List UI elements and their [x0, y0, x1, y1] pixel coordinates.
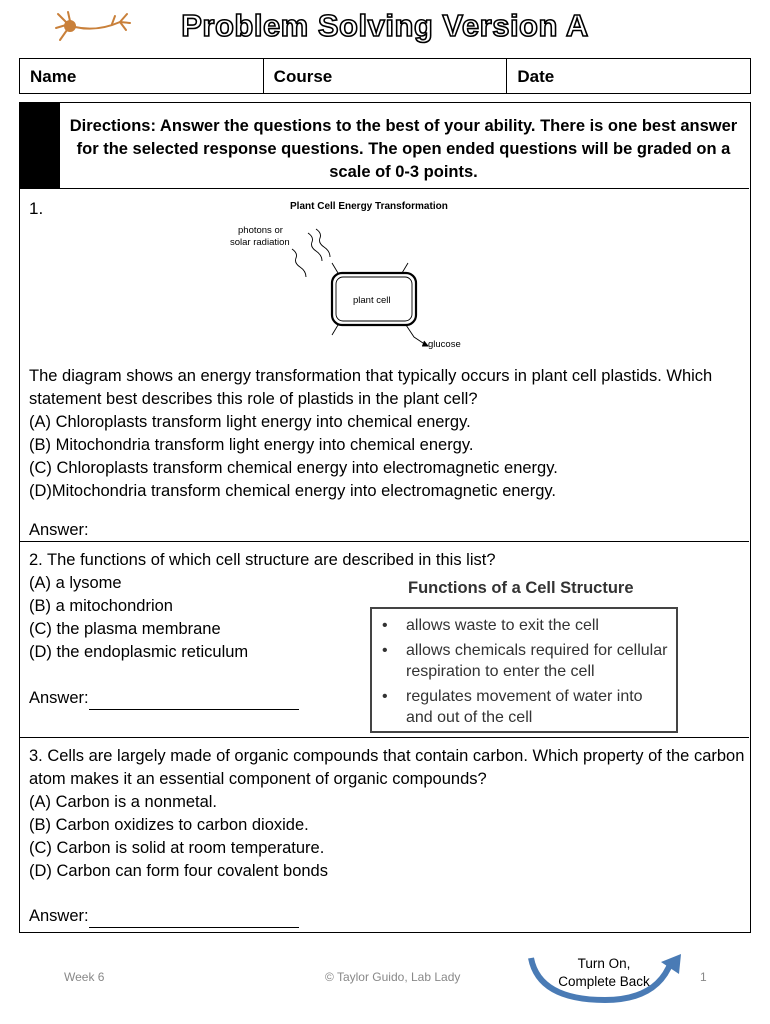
turn-over-note: [556, 955, 652, 991]
answer-blank[interactable]: [89, 691, 299, 710]
option-a: (A) Chloroplasts transform light energy into chemical energy.: [29, 413, 471, 431]
directions-bar: [20, 103, 60, 188]
answer-line[interactable]: [29, 905, 299, 928]
function-item: • regulates movement of water into and out of the cell: [382, 688, 643, 726]
option-d: (D) Carbon can form four covalent bonds: [29, 862, 328, 880]
question-2: [20, 543, 749, 738]
question-1: [20, 189, 749, 542]
question-stem-line2: statement best describes this role of plastids in the plant cell?: [29, 390, 478, 408]
question-frame: [19, 102, 751, 933]
option-d: (D) the endoplasmic reticulum: [29, 643, 249, 661]
turn-over-line1: Turn On,: [577, 956, 631, 971]
option-b: (B) Carbon oxidizes to carbon dioxide.: [29, 816, 309, 834]
answer-line[interactable]: [29, 687, 299, 710]
question-3: [20, 739, 749, 931]
name-field-label[interactable]: Name: [20, 59, 264, 93]
date-field-label[interactable]: Date: [517, 67, 555, 86]
function-item: • allows waste to exit the cell: [382, 617, 599, 634]
option-c: (C) Carbon is solid at room temperature.: [29, 839, 325, 857]
question-stem: 2. The functions of which cell structure are described in this list?: [29, 551, 496, 569]
question-stem-line2: atom makes it an essential component of organic compounds?: [29, 770, 487, 788]
directions-text: Directions: Answer the questions to the best of your ability. There is one best answer for the selected response questions. The open ended questions will be graded on a scale of 0-3 points.: [69, 117, 738, 181]
question-number: 1.: [29, 199, 44, 218]
functions-box-title: Functions of a Cell Structure: [408, 579, 634, 597]
directions-box: [20, 103, 749, 189]
answer-label: Answer:: [29, 521, 89, 539]
functions-box: [370, 607, 678, 733]
turn-over-line2: Complete Back: [558, 974, 650, 989]
answer-blank[interactable]: [89, 523, 299, 542]
answer-label: Answer:: [29, 689, 89, 707]
header-row: [19, 58, 751, 94]
answer-blank[interactable]: [89, 909, 299, 928]
option-a: (A) Carbon is a nonmetal.: [29, 793, 218, 811]
footer-week: Week 6: [64, 970, 105, 984]
option-c: (C) the plasma membrane: [29, 620, 221, 638]
diagram-cell-label: plant cell: [353, 295, 391, 306]
option-d: (D)Mitochondria transform chemical energy into electromagnetic energy.: [29, 482, 557, 500]
option-b: (B) a mitochondrion: [29, 597, 173, 615]
page-number: 1: [700, 970, 707, 984]
page-title: Problem Solving Version A: [181, 8, 589, 43]
question-stem-line1: The diagram shows an energy transformation that typically occurs in plant cell plastids. Which: [29, 367, 713, 385]
diagram-title: Plant Cell Energy Transformation: [290, 201, 448, 212]
function-item: • allows chemicals required for cellular respiration to enter the cell: [382, 642, 668, 680]
footer-copyright: © Taylor Guido, Lab Lady: [325, 970, 461, 984]
question-stem-line1: 3. Cells are largely made of organic compounds that contain carbon. Which property of the carbon: [29, 747, 745, 765]
answer-line[interactable]: [29, 519, 299, 542]
plant-cell-diagram: [220, 193, 480, 351]
answer-label: Answer:: [29, 907, 89, 925]
option-c: (C) Chloroplasts transform chemical energy into electromagnetic energy.: [29, 459, 558, 477]
diagram-solar-label: solar radiation: [230, 237, 290, 248]
course-field-label[interactable]: Course: [264, 59, 508, 93]
option-b: (B) Mitochondria transform light energy into chemical energy.: [29, 436, 474, 454]
option-a: (A) a lysome: [29, 574, 122, 592]
diagram-glucose-label: glucose: [428, 339, 461, 350]
diagram-photons-label: photons or: [238, 225, 283, 236]
